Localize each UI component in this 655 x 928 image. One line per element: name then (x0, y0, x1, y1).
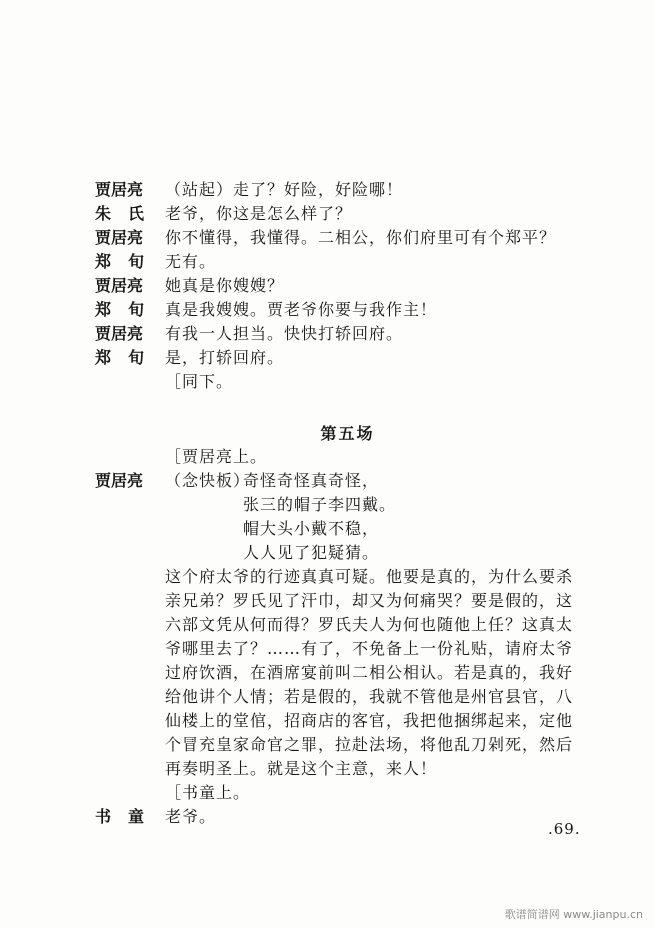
paragraph-line: 个冒充皇家命官之罪，拉赴法场，将他乱刀剁死，然后 (165, 735, 574, 754)
watermark: 歌谱简谱网 www.jianpu.cn (504, 908, 643, 921)
line-text: 是，打轿回府。 (165, 348, 285, 367)
line-text: 无有。 (165, 252, 217, 271)
verse-line: 张三的帽子李四戴。 (243, 495, 397, 514)
line-text: 真是我嫂嫂。贾老爷你要与我作主！ (165, 300, 438, 319)
speaker: 贾居亮 (95, 180, 144, 199)
speaker: 贾居亮 (95, 276, 144, 295)
dialogue-line (95, 322, 403, 346)
dialogue-line (95, 298, 437, 322)
dialogue-line (95, 202, 352, 226)
speaker: 郑旬 (95, 300, 162, 319)
paragraph-line: 这个府太爷的行迹真真可疑。他要是真的，为什么要杀 (165, 567, 574, 586)
speaker: 书童 (95, 807, 162, 826)
speaker: 贾居亮 (95, 228, 144, 247)
dialogue-line (95, 250, 216, 274)
verse-line: 奇怪奇怪真奇怪， (243, 471, 380, 490)
dialogue-line (95, 469, 250, 493)
scene-title: 第五场 (320, 424, 375, 443)
paragraph-line: 仙楼上的堂倌，招商店的客官，我把他捆绑起来，定他 (165, 711, 574, 730)
stage-direction: ［贾居亮上。 (165, 447, 268, 466)
line-text: 她真是你嫂嫂？ (165, 276, 285, 295)
line-text: 你不懂得，我懂得。二相公，你们府里可有个郑平？ (165, 228, 557, 247)
dialogue-line (95, 226, 556, 250)
speaker: 贾居亮 (95, 324, 144, 343)
direction: （念快板） (165, 471, 251, 490)
speaker: 郑旬 (95, 348, 162, 367)
paragraph-line: 过府饮酒，在酒席宴前叫二相公相认。若是真的，我好 (165, 663, 574, 682)
page-number: .69. (548, 820, 581, 838)
dialogue-line (95, 274, 284, 298)
line-text: 有我一人担当。快快打轿回府。 (165, 324, 404, 343)
paragraph-line: 再奏明圣上。就是这个主意，来人！ (165, 759, 438, 778)
speaker: 贾居亮 (95, 471, 144, 490)
speaker: 郑旬 (95, 252, 162, 271)
line-text: （站起）走了？好险，好险哪！ (165, 180, 404, 199)
paragraph-line: 给他讲个人情；若是假的，我就不管他是州官县官，八 (165, 687, 574, 706)
dialogue-line (95, 178, 403, 202)
verse-line: 帽大头小戴不稳， (243, 519, 380, 538)
stage-direction: ［书童上。 (165, 783, 251, 802)
paragraph-line: 爷哪里去了？……有了，不免备上一份礼贴，请府太爷 (165, 639, 574, 658)
stage-direction: ［同下。 (165, 372, 234, 391)
dialogue-line (95, 346, 284, 370)
paragraph-line: 亲兄弟？罗氏见了汗巾，却又为何痛哭？要是假的，这 (165, 591, 574, 610)
verse-line: 人人见了犯疑猜。 (243, 543, 380, 562)
dialogue-line (95, 805, 216, 829)
speaker: 朱氏 (95, 204, 162, 223)
line-text: 老爷。 (165, 807, 217, 826)
line-text: 老爷，你这是怎么样了？ (165, 204, 353, 223)
paragraph-line: 六部文凭从何而得？罗氏夫人为何也随他上任？这真太 (165, 615, 574, 634)
